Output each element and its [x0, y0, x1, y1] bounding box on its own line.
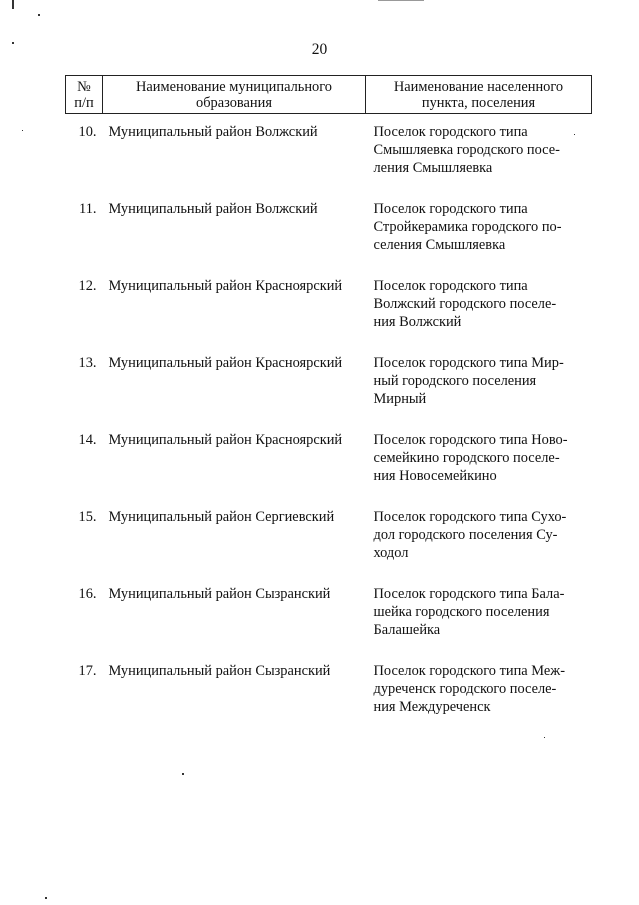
header-municipality-line2: образования — [196, 95, 272, 111]
table-row — [66, 585, 592, 662]
scan-mark — [22, 130, 23, 131]
settlement-line: Поселок городского типа Сухо- — [373, 509, 567, 525]
row-municipality: Муниципальный район Красноярский — [108, 432, 343, 448]
settlement-line: ный городского поселения — [373, 373, 537, 389]
settlement-line: ния Междуреченск — [373, 699, 491, 715]
settlement-line: Поселок городского типа Мир- — [373, 355, 564, 371]
table-row — [66, 354, 592, 431]
scan-mark — [38, 14, 40, 16]
table-row — [66, 200, 592, 277]
table-row — [66, 431, 592, 508]
row-municipality: Муниципальный район Сызранский — [108, 663, 331, 679]
row-municipality: Муниципальный район Волжский — [108, 201, 318, 217]
row-settlement — [366, 662, 592, 739]
settlement-line: Стройкерамика городского по- — [373, 219, 562, 235]
settlement-line: селения Смышляевка — [373, 237, 506, 253]
header-settlement-line1: Наименование населенного — [393, 79, 564, 95]
settlement-line: Балашейка — [373, 622, 441, 638]
table-row — [66, 114, 592, 201]
header-number-line1: № — [77, 79, 91, 95]
settlement-line: ходол — [373, 545, 409, 561]
row-municipality: Муниципальный район Красноярский — [108, 278, 343, 294]
settlement-line: дол городского поселения Су- — [373, 527, 558, 543]
row-number: 14. — [78, 432, 97, 448]
settlement-line: Волжский городского поселе- — [373, 296, 557, 312]
scan-mark — [45, 897, 47, 899]
settlement-line: дуреченск городского поселе- — [373, 681, 557, 697]
header-settlement-line2: пункта, поселения — [421, 95, 536, 111]
row-settlement — [366, 354, 592, 431]
settlement-line: Поселок городского типа — [373, 201, 528, 217]
scan-mark — [182, 773, 184, 775]
row-settlement — [366, 508, 592, 585]
row-settlement — [366, 431, 592, 508]
header-municipality — [103, 76, 366, 114]
row-settlement — [366, 585, 592, 662]
table-row — [66, 662, 592, 739]
settlement-line: ния Новосемейкино — [373, 468, 497, 484]
settlement-line: ния Волжский — [373, 314, 462, 330]
row-number: 15. — [78, 509, 97, 525]
settlements-table — [65, 75, 592, 739]
settlement-line: Поселок городского типа Ново- — [373, 432, 568, 448]
row-municipality: Муниципальный район Волжский — [108, 124, 318, 140]
row-number: 10. — [78, 124, 97, 140]
row-number: 17. — [78, 663, 97, 679]
settlement-line: Поселок городского типа — [373, 124, 528, 140]
scan-mark — [12, 0, 14, 9]
page-number: 20 — [311, 41, 328, 58]
settlement-line: Мирный — [373, 391, 427, 407]
row-municipality: Муниципальный район Красноярский — [108, 355, 343, 371]
settlement-line: Поселок городского типа Бала- — [373, 586, 565, 602]
table-row — [66, 277, 592, 354]
row-settlement — [366, 114, 592, 201]
row-municipality: Муниципальный район Сергиевский — [108, 509, 335, 525]
header-number — [66, 76, 103, 114]
row-number: 12. — [78, 278, 97, 294]
row-municipality: Муниципальный район Сызранский — [108, 586, 331, 602]
settlement-line: шейка городского поселения — [373, 604, 550, 620]
header-number-line2: п/п — [74, 95, 94, 111]
settlement-line: Поселок городского типа — [373, 278, 528, 294]
row-settlement — [366, 200, 592, 277]
table-row — [66, 508, 592, 585]
row-number: 13. — [78, 355, 97, 371]
table-header-row — [66, 76, 592, 114]
row-number: 11. — [79, 201, 97, 217]
settlement-line: Поселок городского типа Меж- — [373, 663, 565, 679]
header-municipality-line1: Наименование муниципального — [136, 79, 332, 95]
settlement-line: семейкино городского поселе- — [373, 450, 560, 466]
settlement-line: Смышляевка городского посе- — [373, 142, 560, 158]
row-number: 16. — [78, 586, 97, 602]
row-settlement — [366, 277, 592, 354]
settlement-line: ления Смышляевка — [373, 160, 493, 176]
header-settlement — [366, 76, 592, 114]
scan-mark — [378, 0, 424, 1]
